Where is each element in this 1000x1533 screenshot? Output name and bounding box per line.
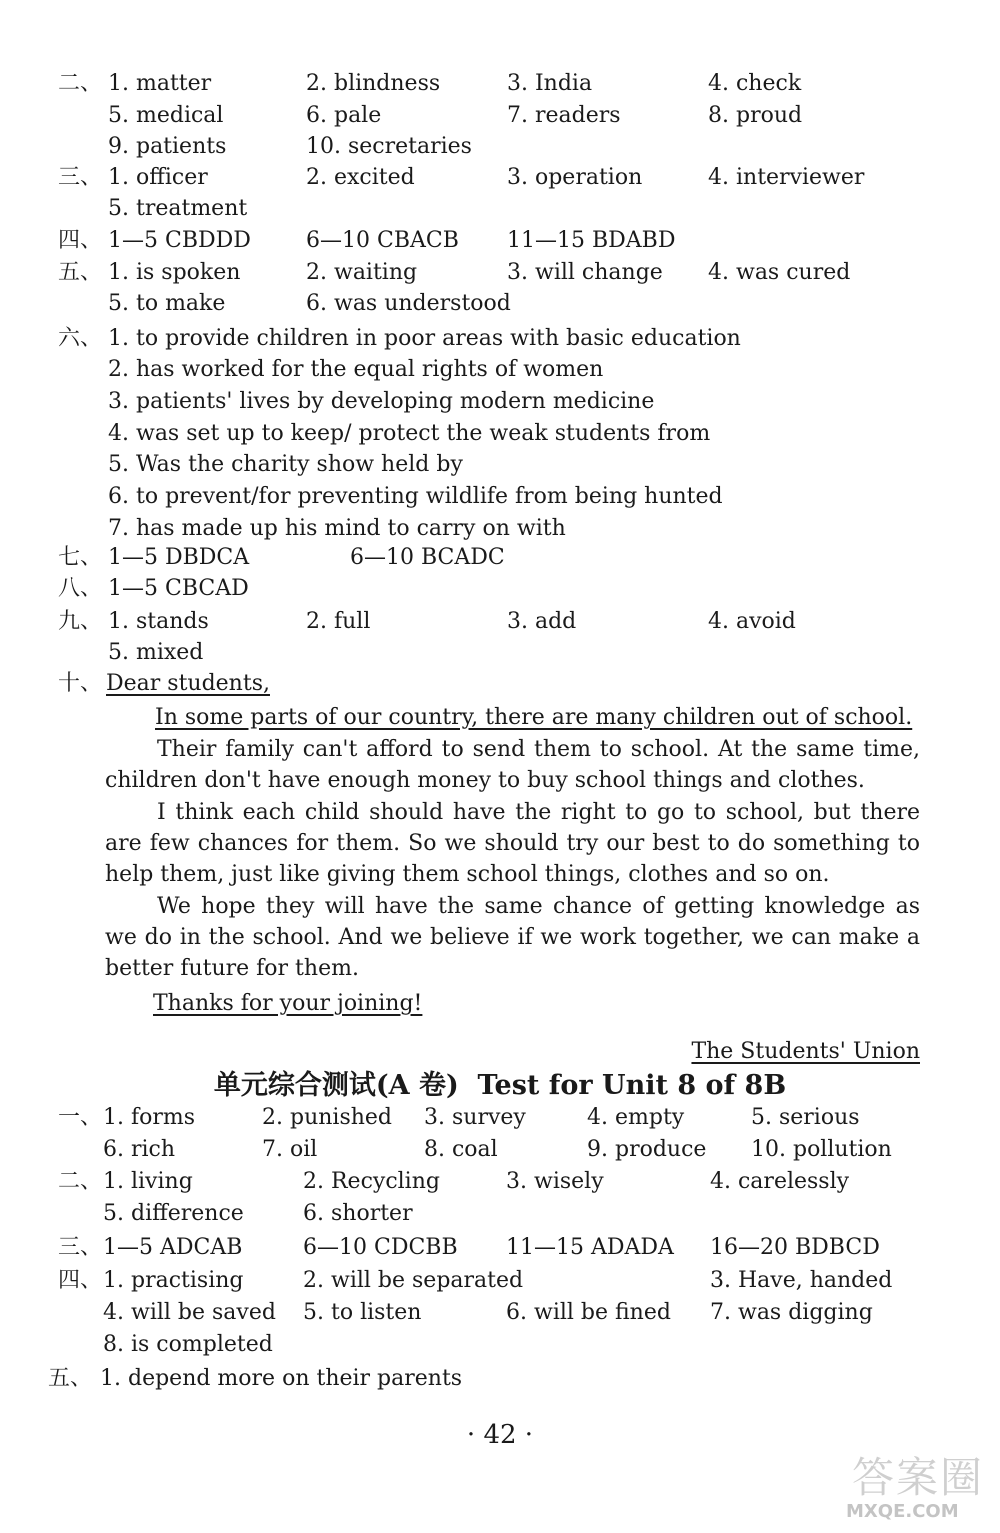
answer: 4. was cured xyxy=(708,260,851,285)
letter-paragraph-1: Their family can't afford to send them to school. At the same time, children don't have enough money to buy school things and clothes. xyxy=(105,737,920,793)
answer: 5. serious xyxy=(751,1105,860,1130)
answer: 1—5 CBCAD xyxy=(108,576,249,601)
test-i-row-1 xyxy=(0,1102,1000,1134)
answer: 4. avoid xyxy=(708,609,796,634)
section-number: 三、 xyxy=(58,165,103,190)
section-number: 一、 xyxy=(58,1105,103,1130)
answer: 1. depend more on their parents xyxy=(100,1366,463,1391)
answer: 1. forms xyxy=(103,1105,196,1130)
letter-closing-line xyxy=(0,988,1000,1020)
answer: 9. produce xyxy=(587,1137,707,1162)
answer: 5. treatment xyxy=(108,196,248,221)
answer: 2. will be separated xyxy=(303,1268,524,1293)
answer: 2. full xyxy=(306,609,371,634)
answer: 1—5 DBDCA xyxy=(108,545,250,570)
section-iii-row-1 xyxy=(0,162,1000,194)
answer: 6—10 CBACB xyxy=(306,228,459,253)
section-vi-item-7 xyxy=(0,513,1000,545)
answer: 4. empty xyxy=(587,1105,685,1130)
test-ii-row-1 xyxy=(0,1166,1000,1198)
unit-test-title-en: Test for Unit 8 of 8B xyxy=(477,1070,787,1101)
answer: 6—10 CDCBB xyxy=(303,1235,458,1260)
section-number: 三、 xyxy=(58,1235,103,1260)
section-vi-item-3 xyxy=(0,386,1000,418)
section-number: 四、 xyxy=(58,1268,103,1293)
answer: 5. difference xyxy=(103,1201,244,1226)
answer: 5. to make xyxy=(108,291,226,316)
answer: 6. will be fined xyxy=(506,1300,671,1325)
section-vi-item-2 xyxy=(0,354,1000,386)
test-iv-row-3 xyxy=(0,1329,1000,1361)
letter-closing: Thanks for your joining! xyxy=(153,991,423,1016)
answer: 5. Was the charity show held by xyxy=(108,452,463,477)
section-vi-item-4 xyxy=(0,418,1000,450)
letter-paragraph-2: I think each child should have the right to go to school, but there are few chances for them. So we should try our best to do something to help them, just like giving them school things, clothes and so on. xyxy=(105,800,920,887)
answer: 1—5 ADCAB xyxy=(103,1235,243,1260)
watermark-logo xyxy=(842,1455,992,1527)
answer: 10. pollution xyxy=(751,1137,892,1162)
answer: 10. secretaries xyxy=(306,134,472,159)
section-ix-row-2 xyxy=(0,637,1000,669)
section-number: 五、 xyxy=(48,1366,93,1391)
letter-paragraph-3: We hope they will have the same chance of getting knowledge as we do in the school. And we believe if we work together, we can make a better future for them. xyxy=(105,894,920,981)
test-iv-row-1 xyxy=(0,1265,1000,1297)
letter-topic-sentence: In some parts of our country, there are many children out of school. xyxy=(155,705,913,730)
answer: 2. punished xyxy=(262,1105,393,1130)
answer: 1. is spoken xyxy=(108,260,241,285)
section-number: 二、 xyxy=(58,1169,103,1194)
page-number: · 42 · xyxy=(466,1420,534,1450)
section-ii-row-3 xyxy=(0,131,1000,163)
section-number: 四、 xyxy=(58,228,103,253)
unit-test-title xyxy=(0,1066,1000,1106)
answer: 6. shorter xyxy=(303,1201,413,1226)
answer: 5. to listen xyxy=(303,1300,422,1325)
answer: 16—20 BDBCD xyxy=(710,1235,880,1260)
answer: 2. has worked for the equal rights of women xyxy=(108,357,604,382)
section-number: 八、 xyxy=(58,576,103,601)
answer: 7. oil xyxy=(262,1137,318,1162)
section-number: 六、 xyxy=(58,326,103,351)
section-ii-row-2 xyxy=(0,100,1000,132)
letter-topic-line xyxy=(0,702,1000,734)
answer: 2. Recycling xyxy=(303,1169,440,1194)
test-ii-row-2 xyxy=(0,1198,1000,1230)
answer: 11—15 ADADA xyxy=(506,1235,674,1260)
section-number: 二、 xyxy=(58,71,103,96)
section-number: 九、 xyxy=(58,609,103,634)
answer: 1. stands xyxy=(108,609,209,634)
answer: 3. Have, handed xyxy=(710,1268,893,1293)
answer: 6—10 BCADC xyxy=(350,545,505,570)
answer: 1. matter xyxy=(108,71,212,96)
answer: 4. interviewer xyxy=(708,165,865,190)
answer: 6. was understood xyxy=(306,291,511,316)
answer: 4. was set up to keep/ protect the weak students from xyxy=(108,421,711,446)
answer: 6. to prevent/for preventing wildlife from being hunted xyxy=(108,484,723,509)
section-v-row-2 xyxy=(0,288,1000,320)
section-x-greeting-line xyxy=(0,668,1000,700)
answer: 4. check xyxy=(708,71,802,96)
answer: 3. will change xyxy=(507,260,663,285)
test-iii-row-1 xyxy=(0,1232,1000,1264)
answer: 8. coal xyxy=(424,1137,498,1162)
letter-signature: The Students' Union xyxy=(691,1039,920,1064)
section-vi-item-6 xyxy=(0,481,1000,513)
answer: 6. rich xyxy=(103,1137,176,1162)
answer: 7. readers xyxy=(507,103,621,128)
section-v-row-1 xyxy=(0,257,1000,289)
section-number: 五、 xyxy=(58,260,103,285)
answer: 2. excited xyxy=(306,165,415,190)
section-viii-row-1 xyxy=(0,573,1000,605)
letter-signature-line xyxy=(0,1036,1000,1068)
answer: 4. carelessly xyxy=(710,1169,850,1194)
section-ix-row-1 xyxy=(0,606,1000,638)
watermark-site: MXQE.COM xyxy=(846,1501,959,1522)
test-i-row-2 xyxy=(0,1134,1000,1166)
answer: 8. proud xyxy=(708,103,803,128)
answer: 8. is completed xyxy=(103,1332,273,1357)
answer: 1. practising xyxy=(103,1268,244,1293)
watermark-glyphs-icon: 答案圈 xyxy=(852,1453,985,1502)
answer: 5. mixed xyxy=(108,640,204,665)
answer: 2. waiting xyxy=(306,260,418,285)
answer: 2. blindness xyxy=(306,71,441,96)
answer: 3. India xyxy=(507,71,593,96)
section-vii-row-1 xyxy=(0,542,1000,574)
answer: 11—15 BDABD xyxy=(507,228,676,253)
section-ii-row-1 xyxy=(0,68,1000,100)
answer: 1—5 CBDDD xyxy=(108,228,251,253)
answer: 3. operation xyxy=(507,165,643,190)
answer: 1. to provide children in poor areas with basic education xyxy=(108,326,741,351)
section-number: 十、 xyxy=(58,671,103,696)
section-vi-item-1 xyxy=(0,323,1000,355)
answer: 9. patients xyxy=(108,134,227,159)
answer: 1. officer xyxy=(108,165,208,190)
answer: 6. pale xyxy=(306,103,382,128)
test-iv-row-2 xyxy=(0,1297,1000,1329)
section-iii-row-2 xyxy=(0,193,1000,225)
unit-test-title-cn: 单元综合测试(A 卷) xyxy=(213,1070,459,1101)
answer: 3. patients' lives by developing modern medicine xyxy=(108,389,655,414)
answer: 5. medical xyxy=(108,103,224,128)
test-v-row-1 xyxy=(0,1363,1000,1395)
section-vi-item-5 xyxy=(0,449,1000,481)
answer: 1. living xyxy=(103,1169,193,1194)
answer: 4. will be saved xyxy=(103,1300,276,1325)
letter-greeting: Dear students, xyxy=(106,671,270,696)
answer: 3. add xyxy=(507,609,577,634)
answer: 3. survey xyxy=(424,1105,526,1130)
section-number: 七、 xyxy=(58,545,103,570)
section-iv-row-1 xyxy=(0,225,1000,257)
answer: 3. wisely xyxy=(506,1169,604,1194)
answer: 7. has made up his mind to carry on with xyxy=(108,516,566,541)
answer: 7. was digging xyxy=(710,1300,873,1325)
